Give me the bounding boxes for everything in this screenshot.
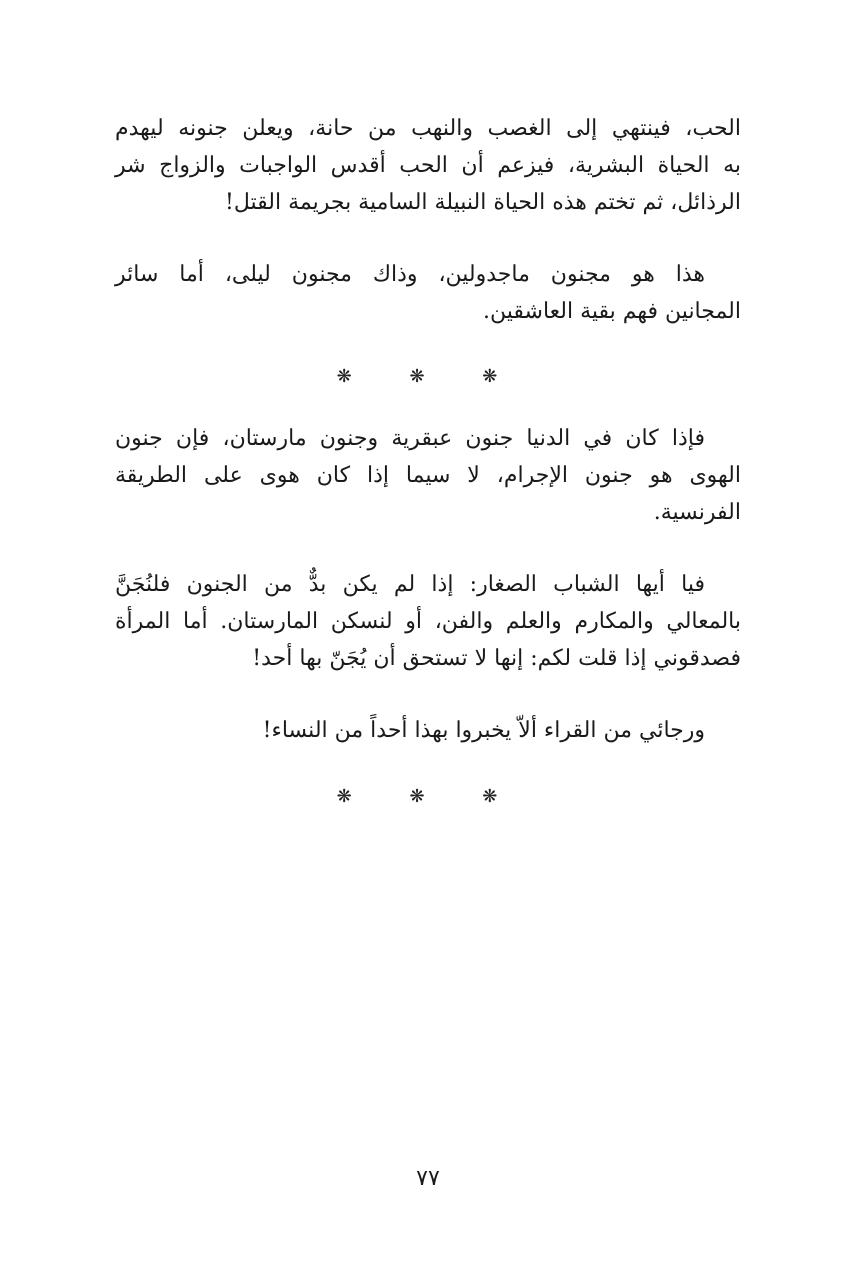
paragraph-3	[115, 420, 741, 531]
paragraph-4	[115, 566, 741, 677]
paragraph-line: الحب، فينتهي إلى الغصب والنهب من حانة، ويعلن جنونه ليهدم	[115, 116, 741, 141]
paragraph-line: المجانين فهم بقية العاشقين.	[483, 299, 741, 324]
separator-ornament: ❋	[409, 366, 447, 387]
paragraph-line: الهوى هو جنون الإجرام، لا سيما إذا كان هوى على الطريقة	[115, 463, 741, 488]
separator-ornament: ❋	[336, 366, 374, 387]
paragraph-line: الرذائل، ثم تختم هذه الحياة النبيلة السامية بجريمة القتل!	[225, 190, 741, 215]
paragraph-1	[115, 110, 741, 221]
paragraph-line: ورجائي من القراء ألاّ يخبروا بهذا أحداً من النساء!	[262, 718, 705, 743]
paragraph-2	[115, 256, 741, 330]
separator-ornament: ❋	[409, 786, 447, 807]
paragraph-line: الفرنسية.	[653, 500, 741, 525]
page-number: ٧٧	[416, 1166, 440, 1191]
paragraph-line: فصدقوني إذا قلت لكم: إنها لا تستحق أن يُجَنّ بها أحد!	[252, 646, 741, 671]
paragraph-line: هذا هو مجنون ماجدولين، وذاك مجنون ليلى، أما سائر	[115, 262, 705, 287]
paragraph-5	[115, 712, 741, 749]
paragraph-line: فإذا كان في الدنيا جنون عبقرية وجنون مارستان، فإن جنون	[115, 426, 705, 451]
section-separator	[0, 786, 856, 807]
section-separator	[0, 366, 856, 387]
paragraph-line: فيا أيها الشباب الصغار: إذا لم يكن بدٌّ من الجنون فلنُجَنَّ	[115, 572, 705, 597]
separator-ornament: ❋	[482, 786, 520, 807]
separator-ornament: ❋	[336, 786, 374, 807]
paragraph-line: بالمعالي والمكارم والعلم والفن، أو لنسكن المارستان. أما المرأة	[115, 609, 741, 634]
separator-ornament: ❋	[482, 366, 520, 387]
paragraph-line: به الحياة البشرية، فيزعم أن الحب أقدس الواجبات والزواج شر	[115, 153, 741, 178]
